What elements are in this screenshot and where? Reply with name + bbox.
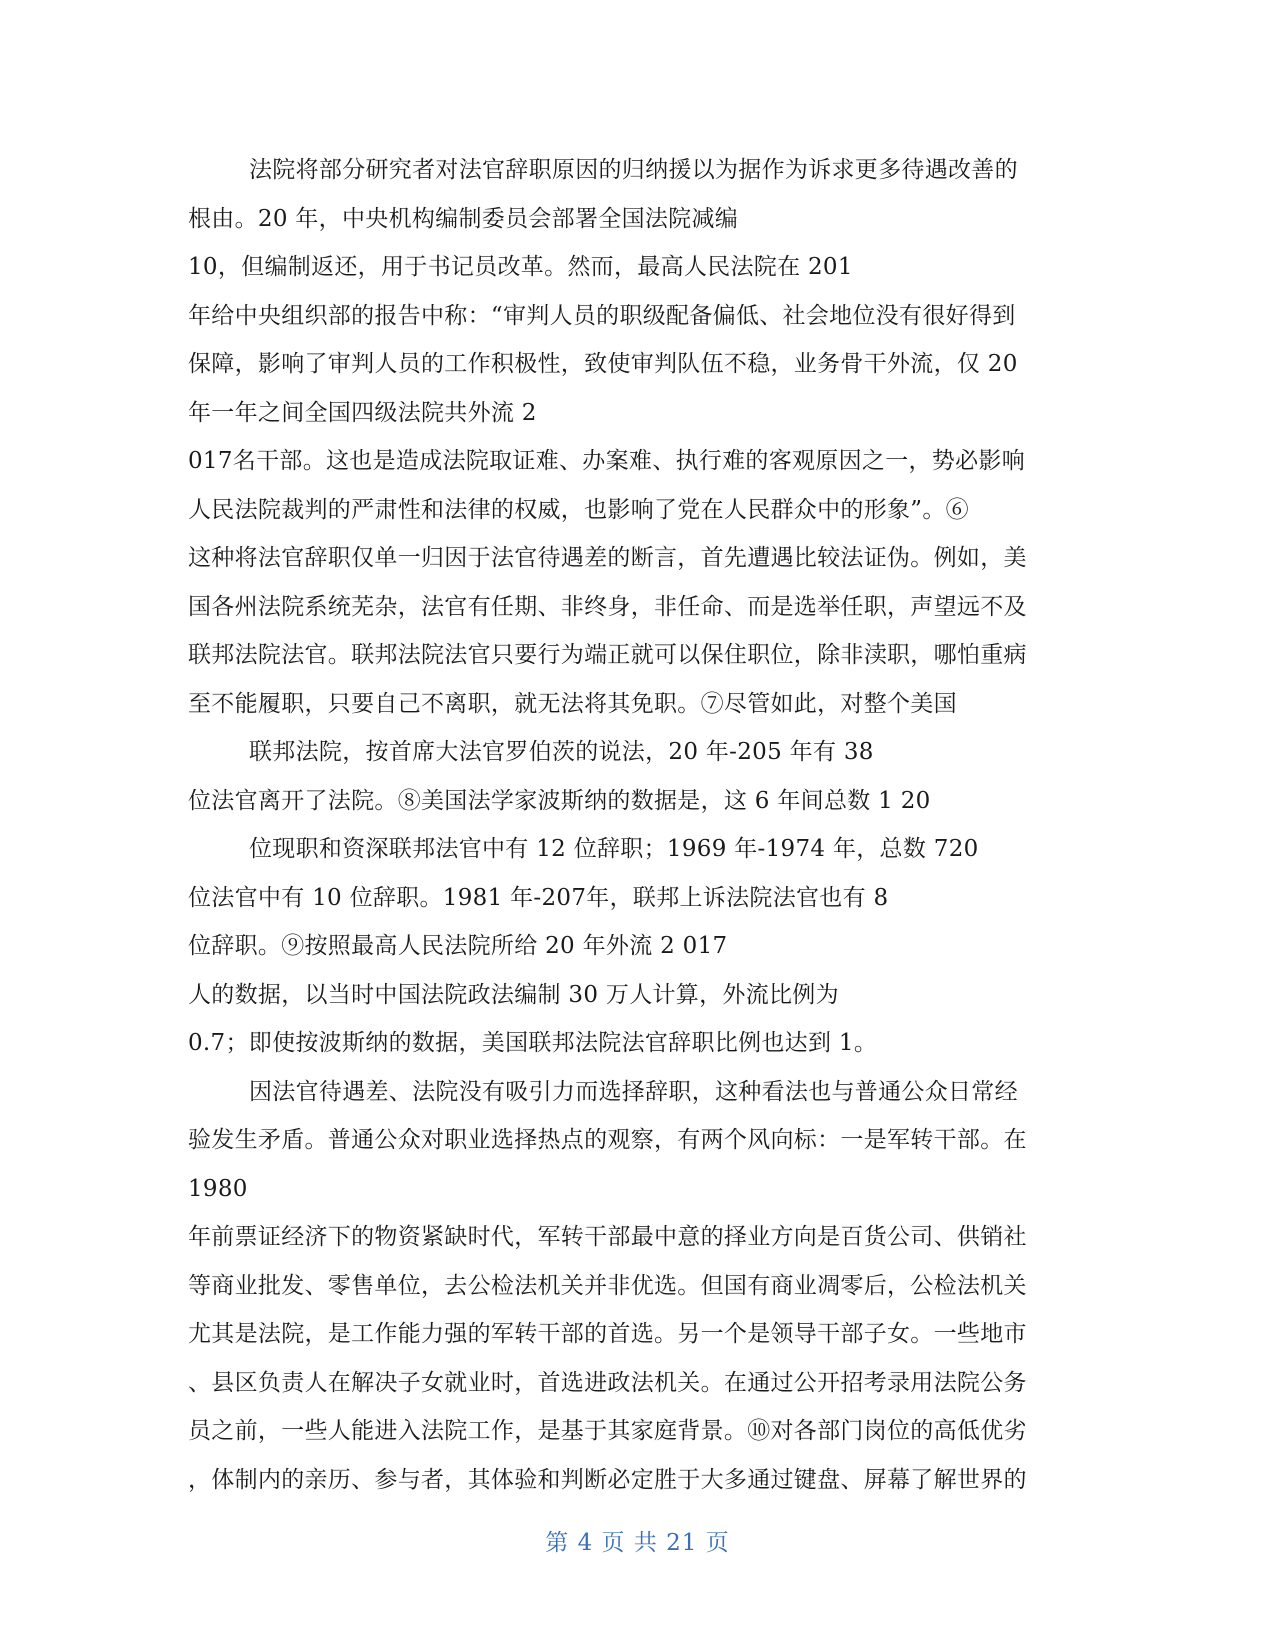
text-line: 1980	[188, 1175, 248, 1202]
page-footer: 第 4 页 共 21 页	[545, 1530, 730, 1556]
text-line: 保障，影响了审判人员的工作积极性，致使审判队伍不稳，业务骨干外流，仅 20	[188, 351, 1018, 377]
text-line: 联邦法院，按首席大法官罗伯茨的说法，20 年-205 年有 38	[249, 739, 874, 765]
text-line: 联邦法院法官。联邦法院法官只要行为端正就可以保住职位，除非渎职，哪怕重病	[188, 642, 1027, 668]
text-line: 年前票证经济下的物资紧缺时代，军转干部最中意的择业方向是百货公司、供销社	[188, 1224, 1027, 1250]
text-line: 尤其是法院，是工作能力强的军转干部的首选。另一个是领导干部子女。一些地市	[188, 1321, 1027, 1347]
text-line: 验发生矛盾。普通公众对职业选择热点的观察，有两个风向标：一是军转干部。在	[188, 1127, 1027, 1153]
text-line: 位法官离开了法院。⑧美国法学家波斯纳的数据是，这 6 年间总数 1 20	[188, 787, 931, 814]
text-line: 根由。20 年，中央机构编制委员会部署全国法院减编	[188, 205, 739, 232]
text-line: 法院将部分研究者对法官辞职原因的归纳援以为据作为诉求更多待遇改善的	[249, 157, 1018, 183]
text-line: 年一年之间全国四级法院共外流 2	[188, 399, 537, 426]
text-line: 位法官中有 10 位辞职。1981 年-207年，联邦上诉法院法官也有 8	[188, 884, 889, 911]
text-line: 国各州法院系统芜杂，法官有任期、非终身，非任命、而是选举任职，声望远不及	[188, 593, 1027, 620]
text-line: 员之前，一些人能进入法院工作，是基于其家庭背景。⑩对各部门岗位的高低优劣	[188, 1418, 1027, 1444]
text-line: 等商业批发、零售单位，去公检法机关并非优选。但国有商业凋零后，公检法机关	[188, 1272, 1027, 1299]
text-line: ，体制内的亲历、参与者，其体验和判断必定胜于大多通过键盘、屏幕了解世界的	[188, 1466, 1027, 1493]
text-line: 10，但编制返还，用于书记员改革。然而，最高人民法院在 201	[188, 254, 853, 280]
text-line: 0.7；即使按波斯纳的数据，美国联邦法院法官辞职比例也达到 1。	[188, 1030, 878, 1056]
text-line: 人的数据，以当时中国法院政法编制 30 万人计算，外流比例为	[188, 981, 839, 1008]
body-text	[188, 146, 1088, 1504]
text-line: 年给中央组织部的报告中称：“审判人员的职级配备偏低、社会地位没有很好得到	[188, 302, 1016, 329]
text-line: 人民法院裁判的严肃性和法律的权威，也影响了党在人民群众中的形象”。⑥	[188, 496, 969, 523]
text-line: 位现职和资深联邦法官中有 12 位辞职；1969 年-1974 年，总数 720	[249, 836, 979, 862]
text-line: 至不能履职，只要自己不离职，就无法将其免职。⑦尽管如此，对整个美国	[188, 690, 957, 717]
text-line: 、县区负责人在解决子女就业时，首选进政法机关。在通过公开招考录用法院公务	[188, 1369, 1027, 1396]
text-line: 因法官待遇差、法院没有吸引力而选择辞职，这种看法也与普通公众日常经	[249, 1078, 1018, 1105]
text-line: 这种将法官辞职仅单一归因于法官待遇差的断言，首先遭遇比较法证伪。例如，美	[188, 545, 1027, 571]
text-line: 位辞职。⑨按照最高人民法院所给 20 年外流 2 017	[188, 933, 728, 959]
text-line: 017名干部。这也是造成法院取证难、办案难、执行难的客观原因之一，势必影响	[188, 448, 1025, 474]
